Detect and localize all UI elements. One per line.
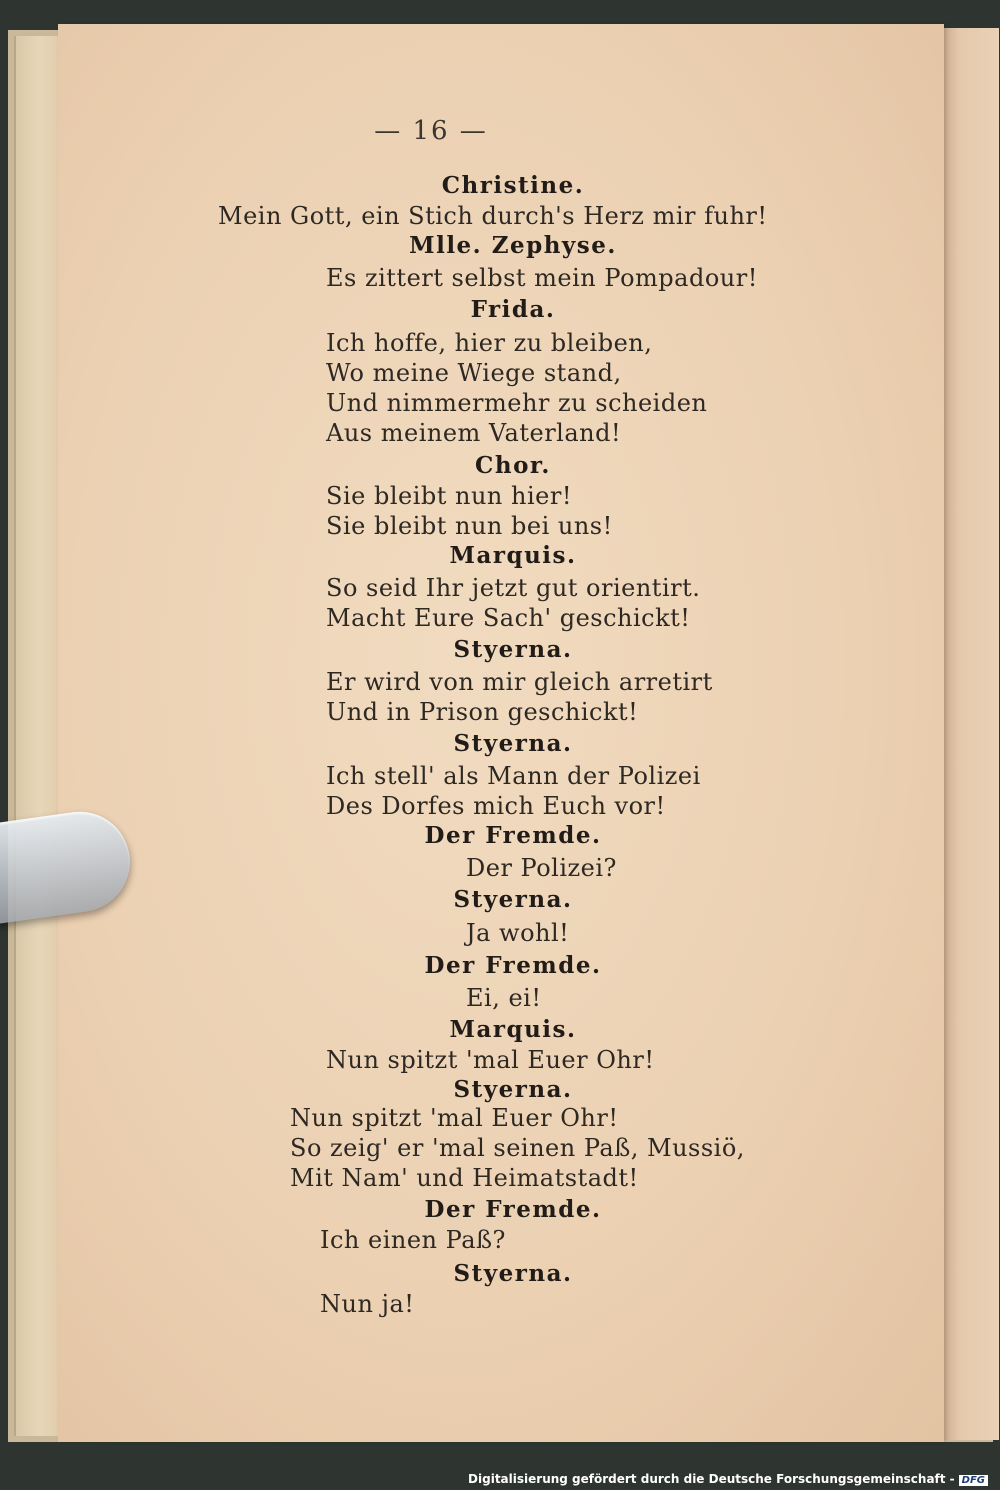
verse-line: Wo meine Wiege stand, [326, 359, 622, 387]
verse-line: Er wird von mir gleich arretirt [326, 668, 713, 696]
verse-line: Ei, ei! [466, 984, 542, 1012]
speaker-heading: Styerna. [453, 730, 573, 757]
verse-line: Es zittert selbst mein Pompadour! [326, 264, 758, 292]
verse-line: So zeig' er 'mal seinen Paß, Mussiö, [290, 1134, 745, 1162]
dfg-logo: DFG [959, 1475, 988, 1486]
speaker-heading: Der Fremde. [424, 822, 602, 849]
verse-line: Nun spitzt 'mal Euer Ohr! [290, 1104, 619, 1132]
speaker-heading: Christine. [441, 172, 585, 199]
speaker-heading: Der Fremde. [424, 1196, 602, 1223]
speaker-heading: Styerna. [453, 636, 573, 663]
digitization-credit [468, 1472, 988, 1486]
verse-line: Ja wohl! [466, 919, 570, 947]
verse-line: Nun ja! [320, 1290, 415, 1318]
verse-line: Der Polizei? [466, 854, 617, 882]
verse-line: Und nimmermehr zu scheiden [326, 389, 708, 417]
verse-line: Sie bleibt nun bei uns! [326, 512, 613, 540]
next-page-edge [940, 28, 999, 1440]
verse-line: Macht Eure Sach' geschickt! [326, 604, 691, 632]
verse-line: Und in Prison geschickt! [326, 698, 639, 726]
verse-line: So seid Ihr jetzt gut orientirt. [326, 574, 701, 602]
verse-line: Des Dorfes mich Euch vor! [326, 792, 666, 820]
book-page [58, 24, 944, 1442]
verse-line: Mein Gott, ein Stich durch's Herz mir fuhr! [218, 202, 768, 230]
speaker-heading: Marquis. [449, 542, 577, 569]
verse-line: Ich stell' als Mann der Polizei [326, 762, 701, 790]
credit-text: Digitalisierung gefördert durch die Deutsche Forschungsgemeinschaft - [468, 1472, 955, 1486]
speaker-heading: Mlle. Zephyse. [409, 232, 617, 259]
speaker-heading: Styerna. [453, 886, 573, 913]
speaker-heading: Marquis. [449, 1016, 577, 1043]
verse-line: Ich hoffe, hier zu bleiben, [326, 329, 653, 357]
verse-line: Mit Nam' und Heimatstadt! [290, 1164, 639, 1192]
verse-line: Ich einen Paß? [320, 1226, 506, 1254]
verse-line: Aus meinem Vaterland! [326, 419, 622, 447]
speaker-heading: Frida. [470, 296, 556, 323]
verse-line: Nun spitzt 'mal Euer Ohr! [326, 1046, 655, 1074]
speaker-heading: Styerna. [453, 1076, 573, 1103]
speaker-heading: Chor. [475, 452, 551, 479]
verse-line: Sie bleibt nun hier! [326, 482, 572, 510]
speaker-heading: Der Fremde. [424, 952, 602, 979]
page-number: — 16 — [374, 116, 488, 146]
speaker-heading: Styerna. [453, 1260, 573, 1287]
